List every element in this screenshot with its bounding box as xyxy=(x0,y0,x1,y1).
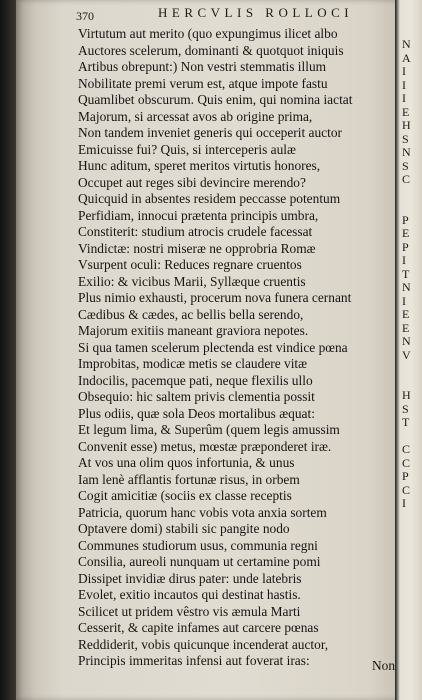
facing-page-letter: S xyxy=(402,132,409,146)
verse-line: Artibus obrepunt:) Non vestri stemmatis illum xyxy=(78,59,327,74)
facing-page-letter: I xyxy=(402,497,406,510)
facing-page-letter: H xyxy=(402,389,411,402)
facing-page-letter xyxy=(402,362,420,376)
facing-page-letter: I xyxy=(402,254,406,267)
facing-page-letter: I xyxy=(402,78,406,92)
verse-line: Cædibus & cædes, ac bellis bella serendo, xyxy=(78,306,304,322)
verse-line: Emicuisse fui? Quis, si interceperis aulæ xyxy=(78,141,296,157)
verse-line: Majorum exitiis maneant graviora nepotes. xyxy=(78,323,309,338)
verse-line: Consilia, aureoli nunquam ut certamine pomi xyxy=(78,554,321,569)
poem-text-block xyxy=(78,26,410,670)
verse-line: Hunc aditum, speret meritos virtutis honores, xyxy=(78,158,321,173)
facing-page-letter: V xyxy=(402,348,411,362)
facing-page-letter: S xyxy=(402,159,409,173)
verse-line: Majorum, si arcessat avos ab origine prima, xyxy=(78,108,313,124)
verse-line: Iam lenè afflantis fortunæ risus, in orbem xyxy=(78,471,300,487)
facing-page-letter xyxy=(402,430,420,444)
catchword: Non xyxy=(372,658,396,673)
facing-page-letter: H xyxy=(402,119,411,132)
verse-line: Improbitas, modicæ metis se claudere vitæ xyxy=(78,356,308,371)
facing-page-letter: C xyxy=(402,173,411,186)
facing-page-letter: S xyxy=(402,402,409,416)
verse-line: Evolet, exitio incautos qui destinat hastis. xyxy=(78,587,301,602)
facing-page-letter: E xyxy=(402,227,410,240)
facing-page-letter: N xyxy=(402,38,411,51)
verse-line: Vsurpent oculi: Reduces regnare cruentos xyxy=(78,257,302,272)
verse-line: Scilicet ut pridem vêstro vis æmula Marti xyxy=(78,603,301,619)
verse-line: Nobilitate premi verum est, atque impote fastu xyxy=(78,75,328,91)
verse-line: Perfidiam, innocui prætenta principis umbra, xyxy=(78,207,319,223)
verse-line: Reddiderit, vobis quicunque incenderat auctor, xyxy=(78,636,329,652)
verse-line: Convenit esse) metus, mœstæ præponderet iræ. xyxy=(78,438,332,454)
facing-page-letter: T xyxy=(402,416,410,429)
verse-line: Cogit amicitiæ (sociis ex classe receptis xyxy=(78,488,292,503)
verse-line: Dissipet invidiæ dirus pater: unde latebris xyxy=(78,570,302,586)
facing-page-letter: C xyxy=(402,483,411,497)
verse-line: Plus nimio exhausti, procerum nova funera cernant xyxy=(78,290,352,305)
verse-line: Principis immeritas infensi aut foverat iras: xyxy=(78,653,310,668)
facing-page-letter: I xyxy=(402,65,406,78)
facing-page-letter: P xyxy=(402,470,409,483)
verse-line: Communes studiorum usus, communia regni xyxy=(78,537,318,553)
facing-page-letter: C xyxy=(402,443,411,456)
running-head xyxy=(76,5,406,25)
verse-line: Obsequio: hic saltem privis clementia possit xyxy=(78,389,315,404)
verse-line: Vindictæ: nostri miseræ ne opprobria Romæ xyxy=(78,240,316,256)
verse-line: Non tandem inveniet generis qui occeperit auctor xyxy=(78,125,342,140)
verse-line: Patricia, quorum hanc vobis vota anxia sortem xyxy=(78,504,327,520)
facing-page-letter xyxy=(402,376,420,390)
facing-page-letter: T xyxy=(402,267,410,281)
page-number: 370 xyxy=(76,9,94,23)
verse-line: Optavere domi) stabili sic pangite nodo xyxy=(78,521,290,536)
facing-page-letter xyxy=(402,200,420,214)
facing-page-letter: E xyxy=(402,105,410,119)
facing-page-letter: N xyxy=(402,146,411,159)
facing-page-letters xyxy=(402,38,420,511)
running-title: HERCVLIS ROLLOCI xyxy=(158,5,354,20)
facing-page-letter: P xyxy=(402,213,409,227)
facing-page-letter: I xyxy=(402,92,406,105)
facing-page-letter xyxy=(402,187,420,201)
facing-page-letter: N xyxy=(402,281,411,294)
facing-page-letter: E xyxy=(402,321,410,335)
verse-line: Indocilis, pacemque pati, neque flexilis ullo xyxy=(78,372,313,388)
binding-gutter xyxy=(0,0,16,700)
facing-page-letter: I xyxy=(402,294,406,308)
verse-line: Et legum lima, & Superûm (quem legis amussim xyxy=(78,422,340,437)
verse-line: Constiterit: studium atrocis crudele facessat xyxy=(78,224,313,239)
facing-page-letter: C xyxy=(402,456,411,470)
book-page xyxy=(16,0,398,700)
verse-line: Si qua tamen scelerum plectenda est vindice pœna xyxy=(78,339,348,355)
verse-line: Exilio: & vicibus Marii, Syllæque cruentis xyxy=(78,273,306,289)
verse-line: Quamlibet obscurum. Quis enim, qui nomina iactat xyxy=(78,92,353,107)
verse-line: Occupet aut reges sibi devincire merendo? xyxy=(78,174,306,190)
verse-line: At vos una olim quos infortunia, & unus xyxy=(78,455,295,470)
facing-page-letter: E xyxy=(402,308,410,321)
facing-page-letter: P xyxy=(402,240,409,254)
facing-page-letter: N xyxy=(402,335,411,348)
verse-line: Cesserit, & capite infames aut carcere pœnas xyxy=(78,620,319,635)
verse-line: Quicquid in absentes residem peccasse potentum xyxy=(78,191,341,206)
verse-line: Virtutum aut merito (quo expungimus ilicet albo xyxy=(78,26,338,41)
verse-line: Auctores scelerum, dominanti & quotquot iniquis xyxy=(78,42,344,58)
facing-page-letter: A xyxy=(402,51,411,65)
verse-line: Plus odiis, quæ sola Deos mortalibus æquat: xyxy=(78,405,315,421)
